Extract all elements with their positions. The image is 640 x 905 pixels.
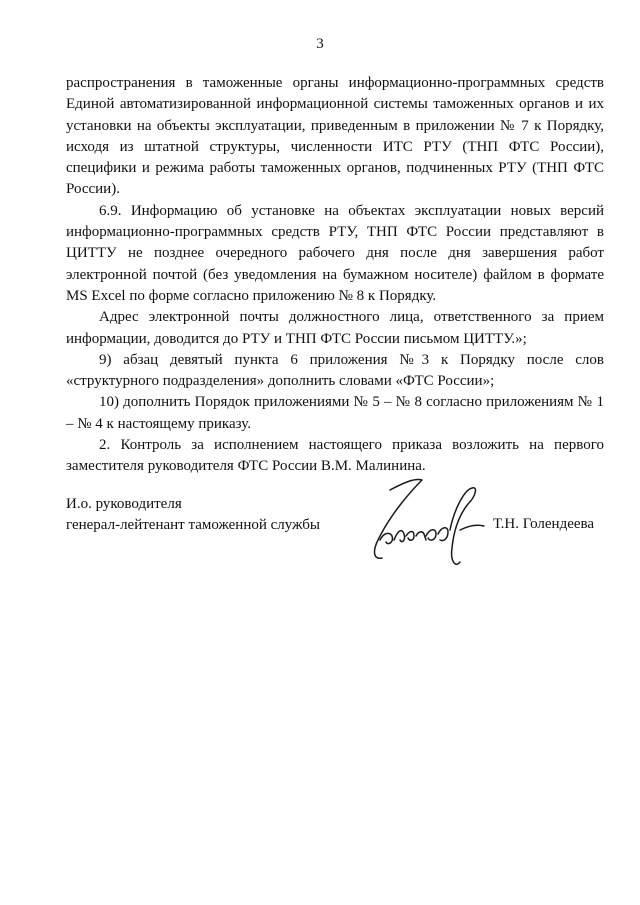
signer-title-line1: И.о. руководителя bbox=[66, 496, 182, 512]
paragraph-item-9: 9) абзац девятый пункта 6 приложения №3 к Порядку после слов «структурного подразделения» дополнить словами «ФТС России»; bbox=[66, 351, 604, 390]
paragraph-control-clause: 2. Контроль за исполнением настоящего приказа возложить на первого заместителя руководителя ФТС России В.М. Малинина. bbox=[66, 437, 604, 475]
signer-title-line2: генерал-лейтенант таможенной службы bbox=[66, 517, 320, 533]
signer-name: Т.Н. Голендеева bbox=[493, 516, 595, 532]
paragraph-item-10: 10) дополнить Порядок приложениями № 5 – № 8 согласно приложениям № 1 – № 4 к настоящему приказу. bbox=[66, 394, 604, 432]
page-number: 3 bbox=[316, 36, 324, 52]
handwritten-signature bbox=[360, 470, 495, 575]
paragraph-6-9: 6.9. Информацию об установке на объектах эксплуатации новых версий информационно-программных средств РТУ, ТНП ФТС России представляют в ЦИТТУ не позднее очередного рабочего дня после дня завершения работ электронной почтой (без уведомления на бумажном носителе) файлом в формате MS Excel по форме согласно приложению № 8 к Порядку. bbox=[66, 202, 604, 304]
document-body bbox=[66, 73, 604, 478]
paragraph-email-address: Адрес электронной почты должностного лица, ответственного за прием информации, доводится до РТУ и ТНП ФТС России письмом ЦИТТУ.»; bbox=[66, 309, 604, 347]
signer-title-block bbox=[66, 494, 320, 536]
paragraph-distribution-continuation: распространения в таможенные органы информационно-программных средств Единой автоматизированной информационной системы таможенных органов и их установки на объекты эксплуатации, приведенным в приложении № 7 к Порядку, исходя из штатной структуры, численности ИТС РТУ (ТНП ФТС России), специфики и режима работы таможенных органов, подчиненных РТУ (ТНП ФТС России). bbox=[66, 75, 604, 198]
